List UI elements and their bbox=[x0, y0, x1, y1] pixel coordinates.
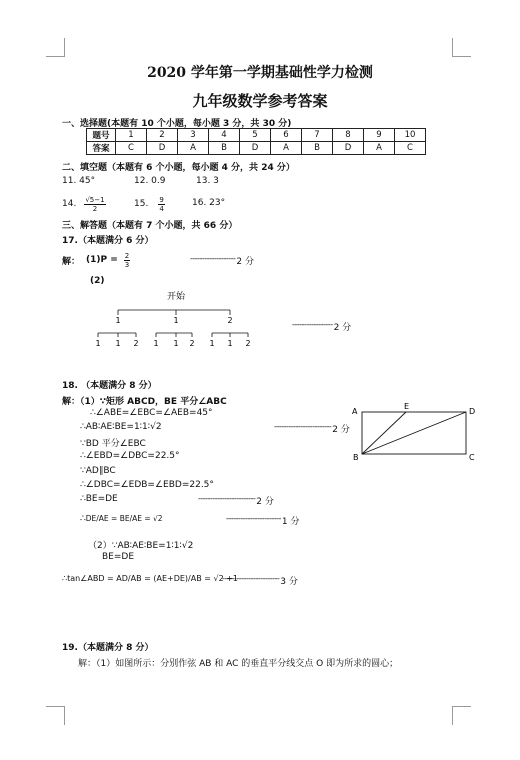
q19-title: 19.（本题满分 8 分） bbox=[62, 643, 154, 653]
score-dots: ----------------- bbox=[292, 320, 333, 329]
q17-score2 bbox=[292, 320, 351, 333]
corner-mark-top-left bbox=[46, 38, 65, 57]
table-cell: 1 bbox=[116, 129, 147, 142]
score-dots: ------------------- bbox=[190, 254, 236, 263]
table-cell: 5 bbox=[240, 129, 271, 142]
corner-mark-bottom-right bbox=[452, 706, 471, 725]
table-cell: 7 bbox=[302, 129, 333, 142]
q18-line-7: ∴∠DBC=∠EDB=∠EBD=22.5° bbox=[80, 480, 214, 490]
label-a: A bbox=[352, 407, 358, 416]
q17-part1-label: (1)P = bbox=[86, 255, 118, 265]
q18-title: 18. （本题满分 8 分） bbox=[62, 381, 157, 391]
fraction bbox=[84, 196, 105, 213]
answer-16: 16. 23° bbox=[192, 198, 226, 208]
q18-score-4 bbox=[222, 574, 298, 587]
tree-leaf: 2 bbox=[245, 339, 251, 348]
answer-15 bbox=[134, 194, 165, 214]
table-cell: 10 bbox=[395, 129, 426, 142]
score-text: 2 分 bbox=[236, 257, 254, 267]
q18-line-4: ∵BD 平分∠EBC bbox=[80, 439, 146, 449]
answer-15-label: 15. bbox=[134, 199, 149, 209]
section1-heading: 一、选择题(本题有 10 个小题，每小题 3 分，共 30 分) bbox=[62, 119, 292, 129]
table-cell: 6 bbox=[271, 129, 302, 142]
tree-diagram bbox=[86, 288, 286, 358]
label-e: E bbox=[404, 402, 410, 411]
table-row bbox=[87, 129, 426, 142]
score-text: 3 分 bbox=[280, 577, 298, 587]
table-cell: 8 bbox=[333, 129, 364, 142]
tree-leaf: 1 bbox=[173, 339, 179, 348]
q18-score-1 bbox=[274, 422, 350, 435]
tree-leaf: 1 bbox=[95, 339, 101, 348]
label-b: B bbox=[353, 453, 359, 462]
answer-table bbox=[86, 128, 426, 155]
tree-root: 开始 bbox=[166, 292, 186, 302]
table-cell: 2 bbox=[147, 129, 178, 142]
q17-score1 bbox=[190, 254, 254, 267]
label-d: D bbox=[469, 407, 476, 416]
corner-mark-top-right bbox=[452, 38, 471, 57]
tree-leaf: 1 bbox=[153, 339, 159, 348]
score-text: 2 分 bbox=[256, 497, 274, 507]
corner-mark-bottom-left bbox=[46, 706, 65, 725]
tree-node: 2 bbox=[227, 316, 233, 325]
tree-leaf: 2 bbox=[189, 339, 195, 348]
table-cell: C bbox=[395, 142, 426, 155]
q18-ratio-line bbox=[80, 514, 163, 524]
figure-lines bbox=[362, 412, 466, 454]
document-subtitle: 九年级数学参考答案 bbox=[192, 92, 328, 110]
table-cell: D bbox=[240, 142, 271, 155]
score-text: 1 分 bbox=[281, 517, 300, 527]
table-cell: B bbox=[209, 142, 240, 155]
q17-title: 17.（本题满分 6 分） bbox=[62, 236, 154, 246]
tree-leaf: 1 bbox=[227, 339, 233, 348]
table-cell: 4 bbox=[209, 129, 240, 142]
rectangle-figure bbox=[350, 400, 480, 466]
table-cell: 题号 bbox=[87, 129, 116, 142]
score-dots: ------------------------ bbox=[222, 574, 280, 583]
fraction-denominator: 2 bbox=[92, 204, 98, 213]
q18-line-3: ∴AB∶AE∶BE=1∶1∶√2 bbox=[80, 422, 162, 432]
answer-14-label: 14. bbox=[62, 199, 77, 209]
fraction bbox=[124, 252, 130, 269]
table-cell: 答案 bbox=[87, 142, 116, 155]
q18-line-5: ∴∠EBD=∠DBC=22.5° bbox=[80, 451, 180, 461]
table-cell: D bbox=[333, 142, 364, 155]
answer-14 bbox=[62, 194, 106, 214]
q18-score-3 bbox=[226, 514, 300, 527]
q17-part1 bbox=[62, 250, 130, 270]
fraction-denominator: 4 bbox=[159, 204, 164, 213]
tree-leaf: 1 bbox=[209, 339, 215, 348]
table-cell: B bbox=[302, 142, 333, 155]
score-dots: ------------------------ bbox=[198, 494, 256, 503]
q18-line-2: ∴∠ABE=∠EBC=∠AEB=45° bbox=[90, 408, 213, 418]
document-title: 2020 学年第一学期基础性学力检测 bbox=[147, 65, 373, 81]
q18-line-6: ∵AD∥BC bbox=[80, 466, 116, 476]
score-dots: ------------------------ bbox=[274, 422, 332, 431]
fraction-numerator: 9 bbox=[159, 195, 164, 204]
tree-leaf: 2 bbox=[133, 339, 139, 348]
fraction bbox=[158, 196, 164, 213]
q18-line-8: ∴BE=DE bbox=[80, 494, 118, 504]
table-cell: 3 bbox=[178, 129, 209, 142]
section2-heading: 二、填空题（本题有 6 个小题，每小题 4 分，共 24 分） bbox=[62, 163, 295, 173]
table-cell: A bbox=[271, 142, 302, 155]
solution-label: 解： bbox=[62, 256, 81, 267]
q18-part2b: BE=DE bbox=[102, 552, 135, 562]
label-c: C bbox=[469, 453, 475, 462]
ratio-expression: DE/AE = BE/AE = √2 bbox=[85, 514, 163, 523]
table-cell: A bbox=[364, 142, 395, 155]
score-text: 2 分 bbox=[332, 425, 350, 435]
tree-node: 1 bbox=[173, 316, 179, 325]
answer-12: 12. 0.9 bbox=[134, 176, 166, 186]
table-cell: A bbox=[178, 142, 209, 155]
q18-score-2 bbox=[198, 494, 274, 507]
tree-leaf: 1 bbox=[115, 339, 121, 348]
table-cell: 9 bbox=[364, 129, 395, 142]
q17-part2-label: (2) bbox=[90, 276, 105, 286]
fraction-numerator: 2 bbox=[124, 251, 130, 260]
answer-11: 11. 45° bbox=[62, 176, 96, 186]
tree-node: 1 bbox=[115, 316, 121, 325]
q18-tan-line: ∴tan∠ABD = AD/AB = (AE+DE)/AB = √2 +1 bbox=[62, 574, 239, 583]
fraction-numerator: √5−1 bbox=[85, 195, 105, 204]
q19-text: 解：（1）如图所示：分别作弦 AB 和 AC 的垂直平分线交点 O 即为所求的圆心； bbox=[78, 659, 399, 669]
answer-13: 13. 3 bbox=[196, 176, 219, 186]
score-text: 2 分 bbox=[333, 323, 352, 333]
fraction-denominator: 3 bbox=[124, 260, 130, 269]
table-cell: C bbox=[116, 142, 147, 155]
table-row bbox=[87, 142, 426, 155]
ratio-prefix: ∴ bbox=[80, 514, 86, 524]
q18-part2: （2）∵AB∶AE∶BE=1∶1∶√2 bbox=[88, 541, 194, 551]
section3-heading: 三、解答题（本题有 7 个小题，共 66 分） bbox=[62, 221, 238, 231]
table-cell: D bbox=[147, 142, 178, 155]
q18-line-1: 解：（1）∵矩形 ABCD，BE 平分∠ABC bbox=[62, 397, 227, 407]
score-dots: ----------------------- bbox=[226, 514, 281, 523]
